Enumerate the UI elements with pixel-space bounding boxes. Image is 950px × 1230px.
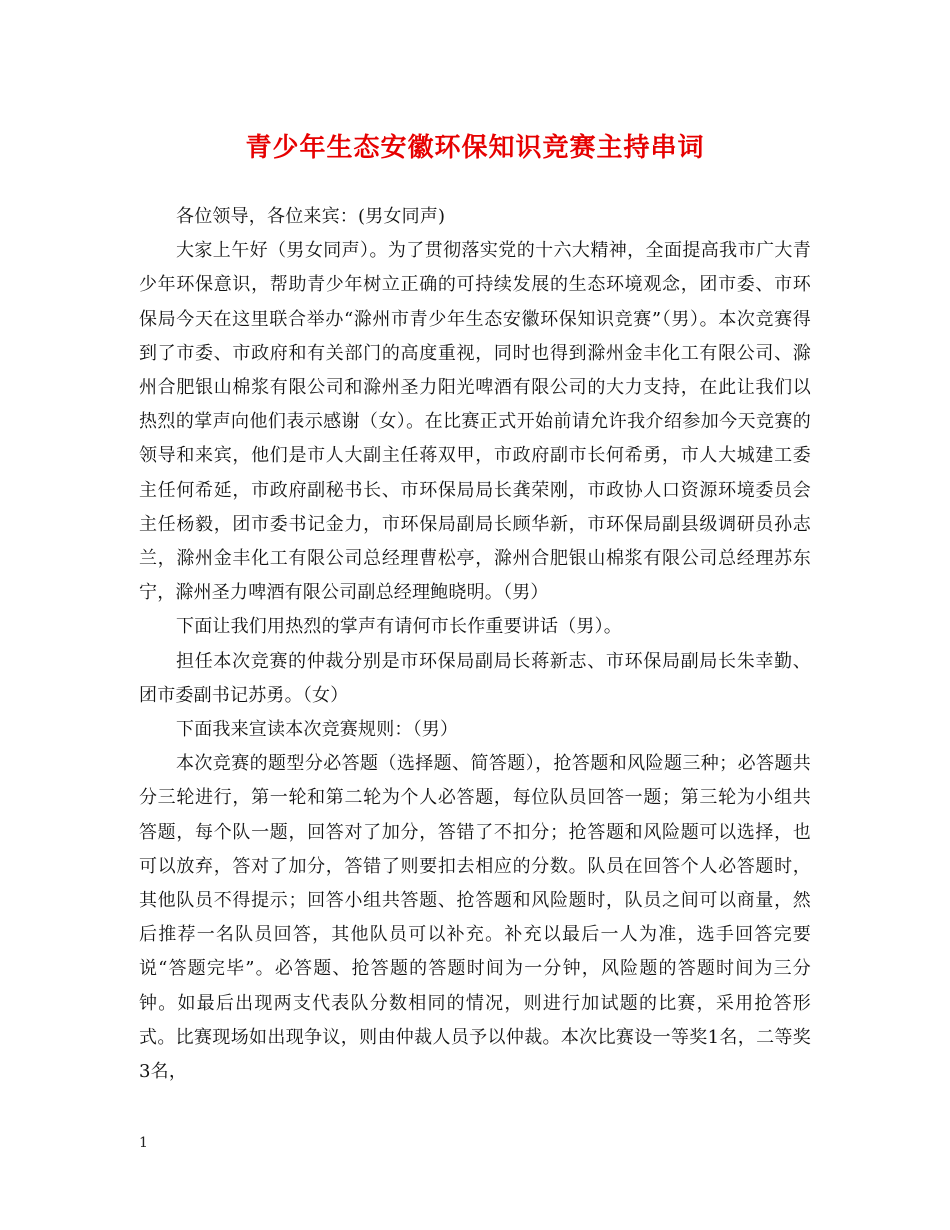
document-title: 青少年生态安徽环保知识竞赛主持串词 bbox=[245, 133, 705, 163]
paragraph-rules: 本次竞赛的题型分必答题（选择题、简答题），抢答题和风险题三种；必答题共分三轮进行，第一轮和第二轮为个人必答题，每位队员回答一题；第三轮为小组共答题，每个队一题，回答对了加分，答错了不扣分；抢答题和风险题可以选择，也可以放弃，答对了加分，答错了则要扣去相应的分数。队员在回答个人必答题时，其他队员不得提示；回答小组共答题、抢答题和风险题时，队员之间可以商量，然后推荐一名队员回答，其他队员可以补充。补充以最后一人为准，选手回答完要说“答题完毕”。必答题、抢答题的答题时间为一分钟，风险题的答题时间为三分钟。如最后出现两支代表队分数相同的情况，则进行加试题的比赛，采用抢答形式。比赛现场如出现争议，则由仲裁人员予以仲裁。本次比赛设一等奖1名，二等奖3名， bbox=[139, 753, 811, 1083]
paragraph-arbitrators: 担任本次竞赛的仲裁分别是市环保局副局长蒋新志、市环保局副局长朱幸勤、团市委副书记苏勇。（女） bbox=[139, 650, 811, 706]
paragraph-introduction: 大家上午好（男女同声）。为了贯彻落实党的十六大精神，全面提高我市广大青少年环保意识，帮助青少年树立正确的可持续发展的生态环境观念，团市委、市环保局今天在这里联合举办“滁州市青少年生态安徽环保知识竞赛”（男）。本次竞赛得到了市委、市政府和有关部门的高度重视，同时也得到滁州金丰化工有限公司、滁州合肥银山棉浆有限公司和滁州圣力阳光啤酒有限公司的大力支持，在此让我们以热烈的掌声向他们表示感谢（女）。在比赛正式开始前请允许我介绍参加今天竞赛的领导和来宾，他们是市人大副主任蒋双甲，市政府副市长何希勇，市人大城建工委主任何希延，市政府副秘书长、市环保局局长龚荣刚，市政协人口资源环境委员会主任杨毅，团市委书记金力，市环保局副局长顾华新，市环保局副县级调研员孙志兰，滁州金丰化工有限公司总经理曹松亭，滁州合肥银山棉浆有限公司总经理苏东宁，滁州圣力啤酒有限公司副总经理鲍晓明。（男） bbox=[139, 240, 811, 604]
page-number: 1 bbox=[139, 1135, 148, 1151]
paragraph-rules-intro: 下面我来宣读本次竞赛规则：（男） bbox=[176, 719, 459, 741]
paragraph-greeting: 各位领导，各位来宾：(男女同声) bbox=[176, 206, 446, 227]
document-body bbox=[139, 200, 811, 1089]
paragraph-speech-invite: 下面让我们用热烈的掌声有请何市长作重要讲话（男）。 bbox=[176, 616, 622, 638]
